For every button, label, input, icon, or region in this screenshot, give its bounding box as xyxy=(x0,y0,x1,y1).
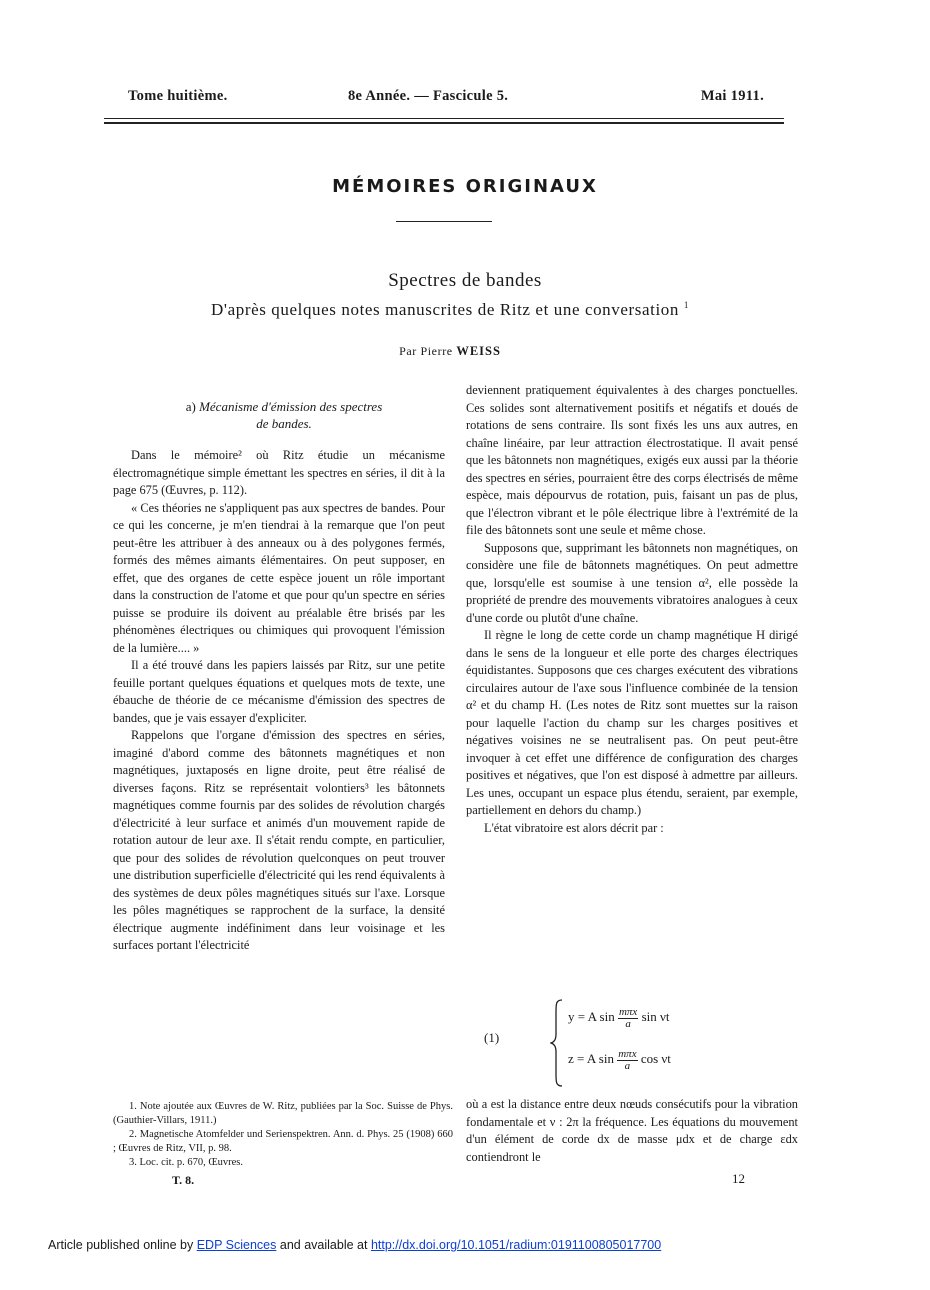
running-header-date: Mai 1911. xyxy=(700,88,764,104)
equation-y-lhs: y = A sin xyxy=(568,1008,615,1024)
publication-footer xyxy=(48,1238,661,1252)
section-divider xyxy=(396,221,492,222)
equation-y-rhs: sin νt xyxy=(641,1008,670,1024)
equation-number: (1) xyxy=(484,1030,500,1045)
right-column-continuation xyxy=(466,1096,798,1166)
signature-mark: T. 8. xyxy=(172,1173,195,1187)
publisher-link[interactable]: EDP Sciences xyxy=(196,1238,277,1252)
equation-line-z xyxy=(568,1048,671,1072)
subsection-tag: a) xyxy=(185,399,196,414)
paragraph: deviennent pratiquement équivalentes à des charges ponctuelles. Ces solides sont alternativement positifs et négatifs et doués de rotations de sens contraire. Ils sont fixés les uns aux autres, en chaîne linéaire, par leur attraction électrostatique. Il avait pensé que les bâtonnets non magnétiques, exigés eux aussi par la théorie des spectres en séries, pourraient être des corps électrisés de même espèce, mais dépourvus de rotation, puis, faisant un pas de plus, que l'électron vibrant et le pôle électrique libre à l'extrémité de la file des bâtonnets sont une seule et même chose. xyxy=(466,383,798,537)
header-rule-thin xyxy=(104,118,784,119)
fraction-denominator: a xyxy=(624,1060,631,1072)
section-title: MÉMOIRES ORIGINAUX xyxy=(332,176,598,197)
equation-z-lhs: z = A sin xyxy=(568,1050,614,1066)
article-title: Spectres de bandes xyxy=(388,270,542,291)
paragraph: Supposons que, supprimant les bâtonnets non magnétiques, on considère une file de bâtonnets magnétiques. On peut admettre que, lorsqu'elle est soumise à une tension α², elle possède la propriété de prendre des mouvements vibratoires analogues à ceux d'une corde ou plutôt d'une chaîne. xyxy=(466,540,798,625)
fraction-denominator: a xyxy=(625,1018,631,1030)
paragraph: Il a été trouvé dans les papiers laissés par Ritz, sur une petite feuille portant quelques équations et quelques mots de texte, une ébauche de théorie de ce mécanisme d'émission des spectres de bandes, que je vais essayer d'expliciter. xyxy=(113,658,445,725)
article-subtitle-text: D'après quelques notes manuscrites de Ritz et une conversation xyxy=(211,300,679,319)
subtitle-footnote-marker: 1 xyxy=(683,300,689,310)
footnotes xyxy=(113,1100,453,1170)
left-column xyxy=(113,398,445,955)
running-header-volume: Tome huitième. xyxy=(128,88,228,104)
footer-text-before: Article published online by xyxy=(48,1238,194,1252)
equation-line-y xyxy=(568,1006,669,1030)
footnote: 3. Loc. cit. p. 670, Œuvres. xyxy=(129,1157,244,1168)
paragraph: Rappelons que l'organe d'émission des spectres en séries, imaginé d'abord comme des bâtonnets magnétiques et non magnétiques, juxtaposés en ligne droite, peut être réalisé de diverses façons. Ritz se représentait volontiers³ les bâtonnets magnétiques comme fournis par des solides de révolution chargés d'électricité à leur surface et animés d'un mouvement rapide de rotation autour de leur axe. Il s'était rendu compte, en particulier, que pour des solides de révolution quelconques on peut trouver une distribution superficielle d'électricité qui les rend équivalents à des systèmes de deux pôles magnétiques situés sur l'axe. Lorsque les pôles magnétiques se rapprochent de la surface, la densité électrique augmente indéfiniment dans leur voisinage et les surfaces portant l'électricité xyxy=(113,728,445,952)
paragraph: Il règne le long de cette corde un champ magnétique H dirigé dans le sens de la longueur et elle porte des charges électriques équidistantes. Supposons que ces charges exécutent des vibrations circulaires autour de l'axe sous l'influence combinée de la tension α² et du champ H. (Les notes de Ritz sont muettes sur la raison pour laquelle l'action du champ sur les charges positives et négatives voisines ne se neutralisent pas. On peut peut-être invoquer à cet effet une différence de configuration des charges positives et négatives, que l'on est disposé à admettre par ailleurs. Les unes, occupant un espace plus étendu, seraient, par exemple, partiellement en dehors du champ.) xyxy=(466,628,798,817)
byline-prefix: Par Pierre xyxy=(399,344,453,358)
fraction-numerator: mπx xyxy=(618,1048,637,1060)
fraction xyxy=(618,1006,638,1030)
header-rule-thick xyxy=(104,122,784,124)
curly-brace-icon xyxy=(550,998,564,1088)
paragraph: Dans le mémoire² où Ritz étudie un mécanisme électromagnétique simple émettant les spectres en séries, il dit à la page 675 (Œuvres, p. 112). xyxy=(113,448,445,497)
equation-z-rhs: cos νt xyxy=(640,1050,671,1066)
fraction-numerator: mπx xyxy=(618,1006,638,1018)
page-number: 12 xyxy=(732,1171,745,1186)
subsection-heading xyxy=(123,398,445,432)
paragraph: où a est la distance entre deux nœuds consécutifs pour la vibration fondamentale et ν : 2π la fréquence. Les équations du mouvement d'un élément de corde dx de masse μdx et de charge εdx contiendront le xyxy=(466,1097,798,1164)
subsection-heading-line2: de bandes. xyxy=(256,416,312,431)
byline xyxy=(0,344,900,359)
doi-link[interactable]: http://dx.doi.org/10.1051/radium:0191100805017700 xyxy=(370,1238,662,1252)
author-name: WEISS xyxy=(456,344,501,358)
equation-1 xyxy=(480,994,780,1090)
fraction xyxy=(617,1048,637,1072)
subsection-heading-line1: Mécanisme d'émission des spectres xyxy=(199,399,383,414)
footnote: 2. Magnetische Atomfelder und Serienspektren. Ann. d. Phys. 25 (1908) 660 ; Œuvres de Ritz, VII, p. 98. xyxy=(113,1129,453,1154)
running-header-issue: 8e Année. — Fascicule 5. xyxy=(348,88,509,104)
paragraph: L'état vibratoire est alors décrit par : xyxy=(484,820,664,835)
paragraph: « Ces théories ne s'appliquent pas aux spectres de bandes. Pour ce qui les concerne, je m'en tiendrai à la remarque que l'on peut peut-être les attribuer à des anneaux ou à des polygones fermés, formés des mêmes aimants élémentaires. On peut supposer, en effet, que des organes de cette espèce jouent un rôle important dans la construction de l'atome et que pour qu'un spectre en séries puisse se produire ils doivent au préalable être brisés par les phénomènes électriques ou chimiques qui provoquent l'émission de la lumière.... » xyxy=(113,500,445,655)
footer-text-middle: and available at xyxy=(279,1238,368,1252)
article-subtitle xyxy=(0,300,900,320)
right-column xyxy=(466,382,798,837)
footnote: 1. Note ajoutée aux Œuvres de W. Ritz, publiées par la Soc. Suisse de Phys. (Gauthier-Villars, 1911.) xyxy=(113,1101,453,1126)
